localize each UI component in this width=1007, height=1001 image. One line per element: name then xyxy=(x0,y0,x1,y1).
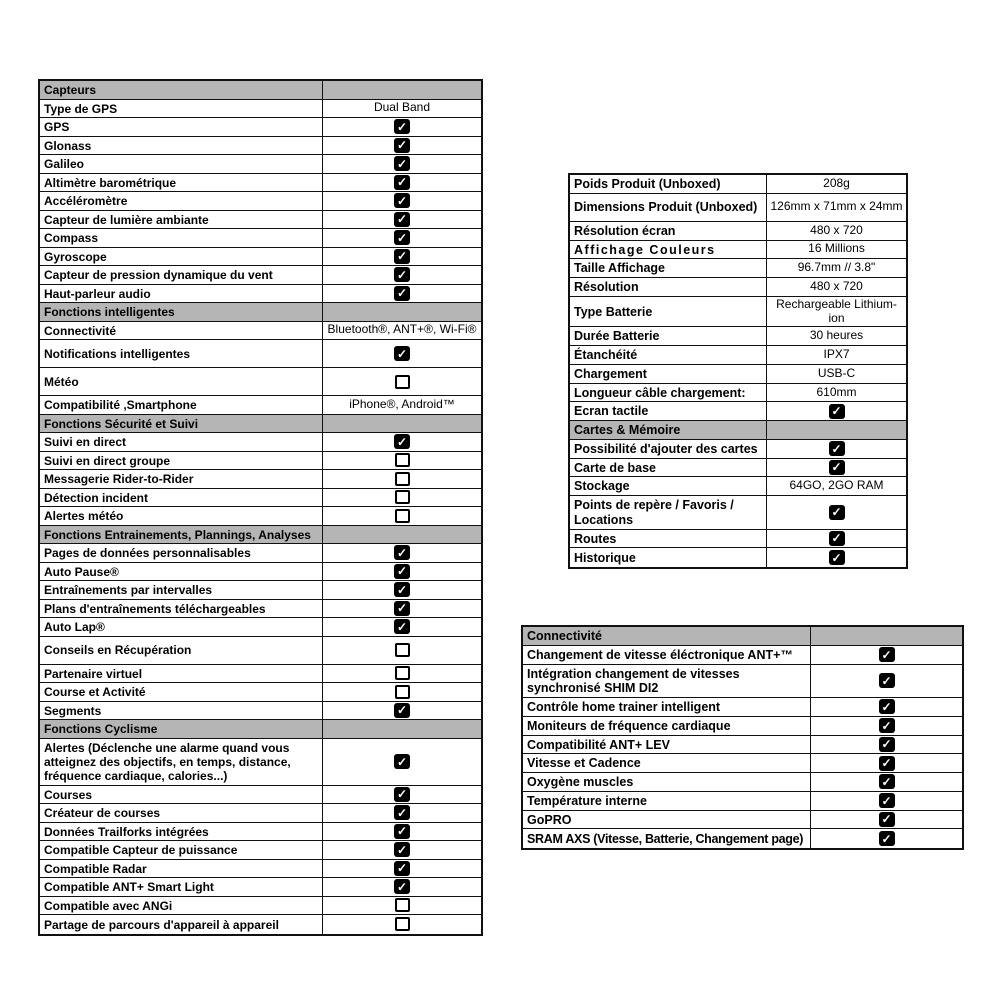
spec-label: Taille Affichage xyxy=(570,259,767,277)
checkbox-checked-icon: ✓ xyxy=(829,531,845,546)
spec-row xyxy=(40,637,481,665)
checkbox-checked-icon: ✓ xyxy=(394,879,410,894)
checkbox-checked-icon: ✓ xyxy=(879,699,895,714)
spec-value: Bluetooth®, ANT+®, Wi-Fi® xyxy=(327,322,477,337)
spec-value xyxy=(323,665,481,683)
spec-row xyxy=(40,702,481,721)
spec-value xyxy=(323,739,481,785)
spec-value xyxy=(323,860,481,878)
spec-label: Contrôle home trainer intelligent xyxy=(523,698,811,716)
checkbox-checked-icon: ✓ xyxy=(394,754,410,769)
spec-row xyxy=(40,211,481,230)
checkbox-checked-icon: ✓ xyxy=(394,346,410,361)
spec-label: Intégration changement de vitesses synchronisé SHIM DI2 xyxy=(523,665,811,698)
spec-row xyxy=(40,841,481,860)
spec-value: IPX7 xyxy=(823,347,850,362)
spec-row xyxy=(570,346,906,365)
spec-value xyxy=(767,548,906,567)
section-title: Cartes & Mémoire xyxy=(570,421,767,439)
spec-value xyxy=(323,452,481,470)
spec-label: Vitesse et Cadence xyxy=(523,754,811,772)
spec-row xyxy=(570,278,906,297)
spec-row xyxy=(40,174,481,193)
spec-row xyxy=(570,175,906,194)
spec-label: Glonass xyxy=(40,137,323,155)
spec-value xyxy=(323,266,481,284)
spec-label: Dimensions Produit (Unboxed) xyxy=(570,194,767,221)
spec-row xyxy=(40,618,481,637)
spec-value xyxy=(323,507,481,525)
spec-value xyxy=(323,683,481,701)
spec-row xyxy=(570,259,906,278)
spec-value: 96.7mm // 3.8" xyxy=(797,260,876,275)
spec-row xyxy=(40,739,481,786)
spec-label: Compatible Capteur de puissance xyxy=(40,841,323,859)
checkbox-checked-icon: ✓ xyxy=(394,545,410,560)
checkbox-checked-icon: ✓ xyxy=(829,550,845,565)
spec-value xyxy=(323,81,481,99)
spec-row xyxy=(40,563,481,582)
spec-row xyxy=(523,665,962,699)
spec-value: 30 heures xyxy=(809,328,864,343)
section-title: Fonctions Entrainements, Plannings, Analyses xyxy=(40,526,323,544)
section-header-row xyxy=(40,720,481,739)
checkbox-checked-icon: ✓ xyxy=(394,619,410,634)
spec-row xyxy=(40,100,481,119)
spec-value xyxy=(323,544,481,562)
section-header-row xyxy=(523,627,962,646)
spec-label: Chargement xyxy=(570,365,767,383)
checkbox-checked-icon: ✓ xyxy=(394,601,410,616)
spec-row xyxy=(570,222,906,241)
spec-row xyxy=(570,365,906,384)
spec-label: Partage de parcours d'appareil à appareil xyxy=(40,915,323,934)
checkbox-unchecked-icon xyxy=(395,453,410,467)
spec-label: Type Batterie xyxy=(570,297,767,327)
spec-label: Accéléromètre xyxy=(40,192,323,210)
spec-label: Données Trailforks intégrées xyxy=(40,823,323,841)
spec-row xyxy=(40,507,481,526)
spec-value xyxy=(767,530,906,548)
spec-value xyxy=(323,618,481,636)
checkbox-checked-icon: ✓ xyxy=(394,267,410,282)
checkbox-checked-icon: ✓ xyxy=(879,737,895,752)
spec-row xyxy=(570,496,906,530)
section-header-row xyxy=(40,303,481,322)
checkbox-unchecked-icon xyxy=(395,472,410,486)
checkbox-checked-icon: ✓ xyxy=(394,286,410,301)
spec-row xyxy=(570,530,906,549)
checkbox-checked-icon: ✓ xyxy=(394,249,410,264)
spec-value xyxy=(811,665,962,698)
checkbox-checked-icon: ✓ xyxy=(394,138,410,153)
spec-value xyxy=(811,736,962,754)
checkbox-checked-icon: ✓ xyxy=(829,441,845,456)
spec-label: Suivi en direct xyxy=(40,433,323,451)
spec-value xyxy=(811,646,962,664)
spec-label: Ecran tactile xyxy=(570,402,767,420)
checkbox-checked-icon: ✓ xyxy=(394,175,410,190)
spec-label: GoPRO xyxy=(523,811,811,829)
spec-value: 480 x 720 xyxy=(810,222,863,237)
spec-value xyxy=(323,786,481,804)
spec-label: Température interne xyxy=(523,792,811,810)
spec-value xyxy=(323,823,481,841)
spec-value xyxy=(811,811,962,829)
checkbox-checked-icon: ✓ xyxy=(394,434,410,449)
spec-value xyxy=(323,285,481,303)
spec-value xyxy=(323,192,481,210)
spec-row xyxy=(523,773,962,792)
spec-row xyxy=(570,440,906,459)
section-header-row xyxy=(570,421,906,440)
spec-value xyxy=(323,878,481,896)
spec-label: Auto Pause® xyxy=(40,563,323,581)
spec-row xyxy=(40,155,481,174)
spec-value xyxy=(323,433,481,451)
checkbox-unchecked-icon xyxy=(395,917,410,931)
spec-label: Segments xyxy=(40,702,323,720)
checkbox-checked-icon: ✓ xyxy=(394,212,410,227)
spec-label: Galileo xyxy=(40,155,323,173)
checkbox-checked-icon: ✓ xyxy=(879,793,895,808)
section-title: Fonctions Sécurité et Suivi xyxy=(40,415,323,433)
spec-label: Capteur de lumière ambiante xyxy=(40,211,323,229)
spec-label: Altimètre barométrique xyxy=(40,174,323,192)
spec-row xyxy=(570,384,906,403)
spec-value xyxy=(323,581,481,599)
section-header-row xyxy=(40,415,481,434)
spec-row xyxy=(570,241,906,260)
spec-label: GPS xyxy=(40,118,323,136)
spec-value xyxy=(811,792,962,810)
spec-value xyxy=(323,118,481,136)
spec-row xyxy=(40,266,481,285)
spec-value xyxy=(811,773,962,791)
checkbox-checked-icon: ✓ xyxy=(394,703,410,718)
spec-label: Course et Activité xyxy=(40,683,323,701)
spec-row xyxy=(40,915,481,934)
spec-label: Routes xyxy=(570,530,767,548)
spec-label: SRAM AXS (Vitesse, Batterie, Changement page) xyxy=(523,829,811,848)
checkbox-unchecked-icon xyxy=(395,643,410,657)
spec-label: Entraînements par intervalles xyxy=(40,581,323,599)
checkbox-checked-icon: ✓ xyxy=(394,564,410,579)
spec-row xyxy=(570,194,906,222)
spec-row xyxy=(40,860,481,879)
spec-value: Rechargeable Lithium-ion xyxy=(776,296,897,325)
spec-row xyxy=(40,118,481,137)
section-header-row xyxy=(40,81,481,100)
spec-label: Possibilité d'ajouter des cartes xyxy=(570,440,767,458)
section-title: Fonctions Cyclisme xyxy=(40,720,323,738)
section-header-row xyxy=(40,526,481,545)
spec-label: Type de GPS xyxy=(40,100,323,118)
spec-label: Poids Produit (Unboxed) xyxy=(570,175,767,193)
spec-row xyxy=(40,248,481,267)
spec-row xyxy=(40,683,481,702)
checkbox-checked-icon: ✓ xyxy=(394,156,410,171)
spec-label: Historique xyxy=(570,548,767,567)
spec-value xyxy=(323,368,481,395)
spec-label: Haut-parleur audio xyxy=(40,285,323,303)
spec-label: Durée Batterie xyxy=(570,327,767,345)
spec-value xyxy=(323,489,481,507)
checkbox-checked-icon: ✓ xyxy=(394,230,410,245)
spec-value xyxy=(323,248,481,266)
checkbox-checked-icon: ✓ xyxy=(879,831,895,846)
checkbox-checked-icon: ✓ xyxy=(394,582,410,597)
checkbox-unchecked-icon xyxy=(395,375,410,389)
spec-value: 126mm x 71mm x 24mm xyxy=(770,199,903,214)
section-title: Fonctions intelligentes xyxy=(40,303,323,321)
spec-row xyxy=(40,285,481,304)
spec-value xyxy=(323,470,481,488)
spec-row xyxy=(40,322,481,341)
spec-value xyxy=(323,563,481,581)
spec-value xyxy=(323,137,481,155)
checkbox-checked-icon: ✓ xyxy=(879,812,895,827)
spec-value: 208g xyxy=(823,175,850,190)
spec-value xyxy=(767,459,906,477)
spec-row xyxy=(40,470,481,489)
spec-label: Gyroscope xyxy=(40,248,323,266)
spec-value xyxy=(811,717,962,735)
spec-label: Affichage Couleurs xyxy=(570,241,767,259)
checkbox-checked-icon: ✓ xyxy=(394,119,410,134)
spec-row xyxy=(523,646,962,665)
checkbox-unchecked-icon xyxy=(395,685,410,699)
spec-value: 480 x 720 xyxy=(810,278,863,293)
spec-value xyxy=(811,698,962,716)
spec-value: USB-C xyxy=(817,365,856,380)
spec-value: 610mm xyxy=(816,384,857,399)
spec-value: 16 Millions xyxy=(808,241,865,256)
spec-label: Points de repère / Favoris / Locations xyxy=(570,496,767,529)
spec-row xyxy=(40,396,481,415)
spec-row xyxy=(40,600,481,619)
spec-row xyxy=(523,829,962,848)
checkbox-unchecked-icon xyxy=(395,898,410,912)
spec-value xyxy=(323,804,481,822)
spec-value: iPhone®, Android™ xyxy=(349,396,455,411)
product-specs-table xyxy=(568,173,908,569)
spec-value xyxy=(767,421,906,439)
spec-value xyxy=(323,211,481,229)
spec-row xyxy=(523,754,962,773)
checkbox-checked-icon: ✓ xyxy=(879,718,895,733)
checkbox-checked-icon: ✓ xyxy=(879,774,895,789)
spec-label: Étanchéité xyxy=(570,346,767,364)
spec-label: Messagerie Rider-to-Rider xyxy=(40,470,323,488)
spec-row xyxy=(523,811,962,830)
spec-row xyxy=(570,327,906,346)
spec-row xyxy=(40,665,481,684)
spec-value: 64GO, 2GO RAM xyxy=(789,478,884,493)
spec-row xyxy=(523,698,962,717)
checkbox-checked-icon: ✓ xyxy=(394,824,410,839)
spec-value xyxy=(323,841,481,859)
spec-row xyxy=(40,340,481,368)
spec-row xyxy=(40,897,481,916)
spec-label: Alertes (Déclenche une alarme quand vous atteignez des objectifs, en temps, distance, fréquence cardiaque, calories...) xyxy=(40,739,323,785)
spec-label: Résolution xyxy=(570,278,767,296)
spec-row xyxy=(40,544,481,563)
spec-value xyxy=(811,627,962,645)
spec-value: Dual Band xyxy=(373,100,431,115)
spec-value xyxy=(811,829,962,848)
checkbox-checked-icon: ✓ xyxy=(879,756,895,771)
spec-label: Notifications intelligentes xyxy=(40,340,323,367)
spec-row xyxy=(40,581,481,600)
spec-label: Carte de base xyxy=(570,459,767,477)
spec-row xyxy=(570,402,906,421)
spec-label: Partenaire virtuel xyxy=(40,665,323,683)
spec-value xyxy=(323,155,481,173)
spec-label: Compatibilité ANT+ LEV xyxy=(523,736,811,754)
checkbox-checked-icon: ✓ xyxy=(829,460,845,475)
spec-label: Capteur de pression dynamique du vent xyxy=(40,266,323,284)
spec-value xyxy=(323,637,481,664)
spec-value xyxy=(323,415,481,433)
checkbox-checked-icon: ✓ xyxy=(394,861,410,876)
spec-row xyxy=(40,489,481,508)
checkbox-checked-icon: ✓ xyxy=(394,787,410,802)
spec-value xyxy=(323,720,481,738)
spec-value xyxy=(811,754,962,772)
spec-row xyxy=(570,477,906,496)
spec-value xyxy=(323,897,481,915)
spec-label: Compatible avec ANGi xyxy=(40,897,323,915)
checkbox-checked-icon: ✓ xyxy=(879,647,895,662)
spec-row xyxy=(40,433,481,452)
spec-label: Auto Lap® xyxy=(40,618,323,636)
connectivity-table xyxy=(521,625,964,850)
spec-value xyxy=(323,702,481,720)
spec-row xyxy=(40,368,481,396)
spec-label: Créateur de courses xyxy=(40,804,323,822)
spec-label: Changement de vitesse éléctronique ANT+™ xyxy=(523,646,811,664)
checkbox-checked-icon: ✓ xyxy=(829,404,845,419)
spec-label: Longueur câble chargement: xyxy=(570,384,767,402)
spec-label: Moniteurs de fréquence cardiaque xyxy=(523,717,811,735)
spec-row xyxy=(570,459,906,478)
spec-row xyxy=(40,878,481,897)
checkbox-unchecked-icon xyxy=(395,509,410,523)
spec-label: Connectivité xyxy=(40,322,323,340)
spec-row xyxy=(523,717,962,736)
spec-label: Courses xyxy=(40,786,323,804)
spec-row xyxy=(40,137,481,156)
spec-value xyxy=(323,600,481,618)
spec-value xyxy=(767,402,906,420)
spec-label: Compatibilité ,Smartphone xyxy=(40,396,323,414)
spec-label: Pages de données personnalisables xyxy=(40,544,323,562)
checkbox-checked-icon: ✓ xyxy=(879,673,895,688)
spec-row xyxy=(40,786,481,805)
checkbox-checked-icon: ✓ xyxy=(829,505,845,520)
spec-value xyxy=(323,915,481,934)
checkbox-unchecked-icon xyxy=(395,666,410,680)
spec-label: Stockage xyxy=(570,477,767,495)
spec-label: Résolution écran xyxy=(570,222,767,240)
spec-label: Météo xyxy=(40,368,323,395)
spec-label: Compass xyxy=(40,229,323,247)
spec-label: Suivi en direct groupe xyxy=(40,452,323,470)
spec-row xyxy=(523,736,962,755)
spec-row xyxy=(40,229,481,248)
spec-row xyxy=(570,548,906,567)
spec-value xyxy=(323,340,481,367)
section-title: Capteurs xyxy=(40,81,323,99)
spec-label: Détection incident xyxy=(40,489,323,507)
section-title: Connectivité xyxy=(523,627,811,645)
spec-value xyxy=(323,229,481,247)
spec-row xyxy=(523,792,962,811)
spec-value xyxy=(323,526,481,544)
spec-label: Compatible ANT+ Smart Light xyxy=(40,878,323,896)
spec-value xyxy=(767,440,906,458)
checkbox-checked-icon: ✓ xyxy=(394,842,410,857)
spec-label: Oxygène muscles xyxy=(523,773,811,791)
checkbox-checked-icon: ✓ xyxy=(394,805,410,820)
sensors-features-table xyxy=(38,79,483,936)
spec-label: Conseils en Récupération xyxy=(40,637,323,664)
spec-row xyxy=(570,297,906,328)
spec-label: Plans d'entraînements téléchargeables xyxy=(40,600,323,618)
spec-label: Compatible Radar xyxy=(40,860,323,878)
spec-row xyxy=(40,804,481,823)
spec-row xyxy=(40,452,481,471)
spec-value xyxy=(323,174,481,192)
spec-row xyxy=(40,823,481,842)
spec-value xyxy=(323,303,481,321)
spec-value xyxy=(767,496,906,529)
spec-label: Alertes météo xyxy=(40,507,323,525)
checkbox-unchecked-icon xyxy=(395,490,410,504)
spec-row xyxy=(40,192,481,211)
checkbox-checked-icon: ✓ xyxy=(394,193,410,208)
